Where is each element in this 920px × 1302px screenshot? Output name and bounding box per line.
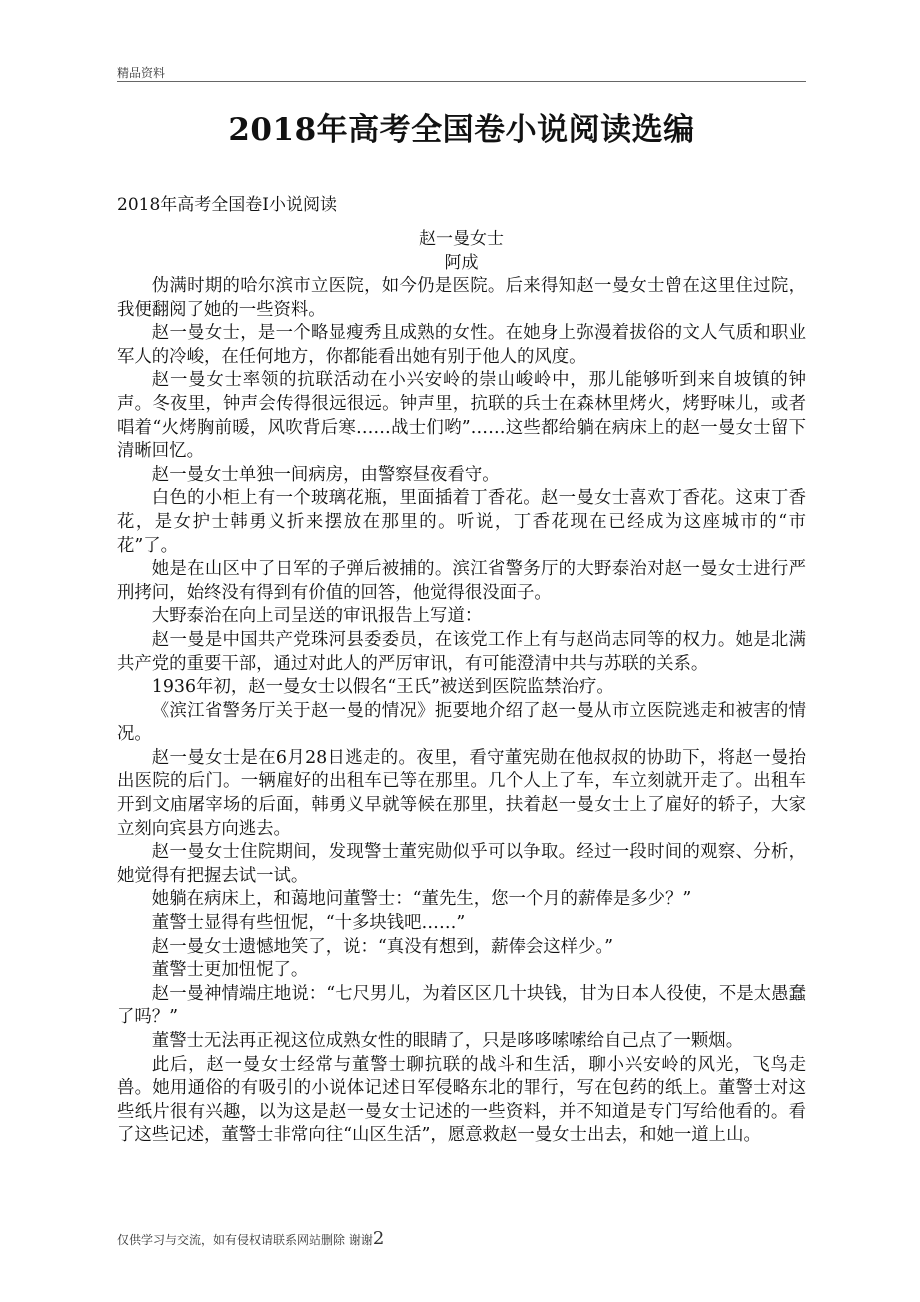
page-number: 2 (372, 1228, 385, 1249)
story-body (117, 275, 806, 1148)
paragraph: 《滨江省警务厅关于赵一曼的情况》扼要地介绍了赵一曼从市立医院逃走和被害的情况。 (117, 700, 806, 745)
story-author: 阿成 (444, 253, 479, 273)
paragraph: 赵一曼女士是在6月28日逃走的。夜里，看守董宪勋在他叔叔的协助下，将赵一曼抬出医院的后门。一辆雇好的出租车已等在那里。几个人上了车，车立刻就开走了。出租车开到文庙屠宰场的后面，韩勇义早就等候在那里，扶着赵一曼女士上了雇好的轿子，大家立刻向宾县方向逃去。 (117, 747, 806, 839)
paragraph: 她躺在病床上，和蔼地问董警士：“董先生，您一个月的薪俸是多少？” (151, 889, 692, 910)
header-divider (117, 81, 806, 82)
section-heading: 2018年高考全国卷Ⅰ小说阅读 (117, 195, 337, 215)
paragraph: 董警士更加忸怩了。 (151, 960, 309, 981)
paragraph: 白色的小柜上有一个玻璃花瓶，里面插着丁香花。赵一曼女士喜欢丁香花。这束丁香花，是女护士韩勇义折来摆放在那里的。听说，丁香花现在已经成为这座城市的“市花”了。 (117, 488, 806, 556)
paragraph: 董警士无法再正视这位成熟女性的眼睛了，只是哆哆嗦嗦给自己点了一颗烟。 (151, 1031, 744, 1051)
document-title: 2018年高考全国卷小说阅读选编 (228, 112, 695, 148)
paragraph: 赵一曼女士单独一间病房，由警察昼夜看守。 (151, 464, 500, 485)
paragraph: 赵一曼女士率领的抗联活动在小兴安岭的崇山峻岭中，那儿能够听到来自坡镇的钟声。冬夜里，钟声会传得很远很远。钟声里，抗联的兵士在森林里烤火，烤野味儿，或者唱着“火烤胸前暖，风吹背后寒……战士们哟”……这些都给躺在病床上的赵一曼女士留下清晰回忆。 (117, 370, 806, 462)
header-label: 精品资料 (117, 66, 166, 80)
paragraph: 赵一曼女士，是一个略显瘦秀且成熟的女性。在她身上弥漫着拔俗的文人气质和职业军人的冷峻，在任何地方，你都能看出她有别于他人的风度。 (117, 323, 806, 367)
paragraph: 大野泰治在向上司呈送的审讯报告上写道： (151, 606, 483, 627)
footer-disclaimer: 仅供学习与交流，如有侵权请联系网站删除 谢谢 (117, 1233, 373, 1247)
paragraph: 赵一曼女士遗憾地笑了，说：“真没有想到，薪俸会这样少。” (151, 936, 614, 957)
footer (117, 1228, 384, 1249)
paragraph: 赵一曼神情端庄地说：“七尺男儿，为着区区几十块钱，甘为日本人役使，不是太愚蠢了吗？” (117, 983, 806, 1028)
paragraph: 伪满时期的哈尔滨市立医院，如今仍是医院。后来得知赵一曼女士曾在这里住过院，我便翻阅了她的一些资料。 (117, 276, 806, 320)
paragraph: 赵一曼是中国共产党珠河县委委员，在该党工作上有与赵尚志同等的权力。她是北满共产党的重要干部，通过对此人的严厉审讯，有可能澄清中共与苏联的关系。 (117, 629, 806, 674)
paragraph: 此后，赵一曼女士经常与董警士聊抗联的战斗和生活，聊小兴安岭的风光，飞鸟走兽。她用通俗的有吸引的小说体记述日军侵略东北的罪行，写在包药的纸上。董警士对这些纸片很有兴趣，以为这是赵一曼女士记述的一些资料，并不知道是专门写给他看的。看了这些记述，董警士非常向往“山区生活”，愿意救赵一曼女士出去，和她一道上山。 (117, 1054, 806, 1146)
story-title: 赵一曼女士 (419, 229, 504, 249)
paragraph: 赵一曼女士住院期间，发现警士董宪勋似乎可以争取。经过一段时间的观察、分析，她觉得有把握去试一试。 (117, 842, 806, 886)
paragraph: 她是在山区中了日军的子弹后被捕的。滨江省警务厅的大野泰治对赵一曼女士进行严刑拷问，始终没有得到有价值的回答，他觉得很没面子。 (117, 559, 806, 603)
paragraph: 董警士显得有些忸怩，“十多块钱吧……” (151, 913, 466, 934)
paragraph: 1936年初，赵一曼女士以假名“王氏”被送到医院监禁治疗。 (151, 677, 614, 698)
